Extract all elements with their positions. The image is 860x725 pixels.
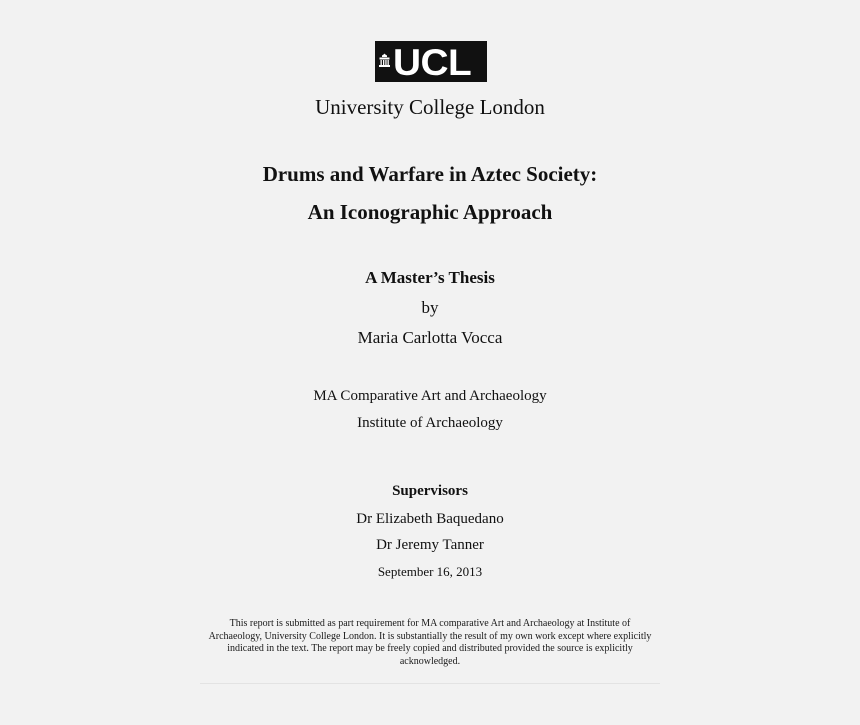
disclaimer-text: This report is submitted as part requirement for MA comparative Art and Archaeology at Institute of Archaeology, University College London. It is substantially the result of my own work except where explicitly indicated in the text. The report may be freely copied and distributed provided the source is explicitly acknowledged. <box>208 618 652 667</box>
thesis-type: A Master’s Thesis <box>365 268 495 287</box>
programme-name: MA Comparative Art and Archaeology <box>313 388 547 404</box>
portico-icon <box>379 53 390 67</box>
author-name: Maria Carlotta Vocca <box>357 328 503 347</box>
institution-name: University College London <box>315 95 545 119</box>
logo-wordmark: UCL <box>393 42 472 83</box>
department-name: Institute of Archaeology <box>357 415 503 431</box>
submission-date: September 16, 2013 <box>377 564 483 579</box>
supervisors-heading: Supervisors <box>392 483 468 499</box>
supervisor-name: Dr Elizabeth Baquedano <box>356 511 504 527</box>
thesis-title-line-1: Drums and Warfare in Aztec Society: <box>262 162 598 186</box>
footer-divider <box>200 683 660 684</box>
ucl-logo <box>375 41 487 82</box>
thesis-title-line-2: An Iconographic Approach <box>307 200 553 224</box>
by-label: by <box>421 298 439 317</box>
supervisor-name: Dr Jeremy Tanner <box>376 537 484 553</box>
